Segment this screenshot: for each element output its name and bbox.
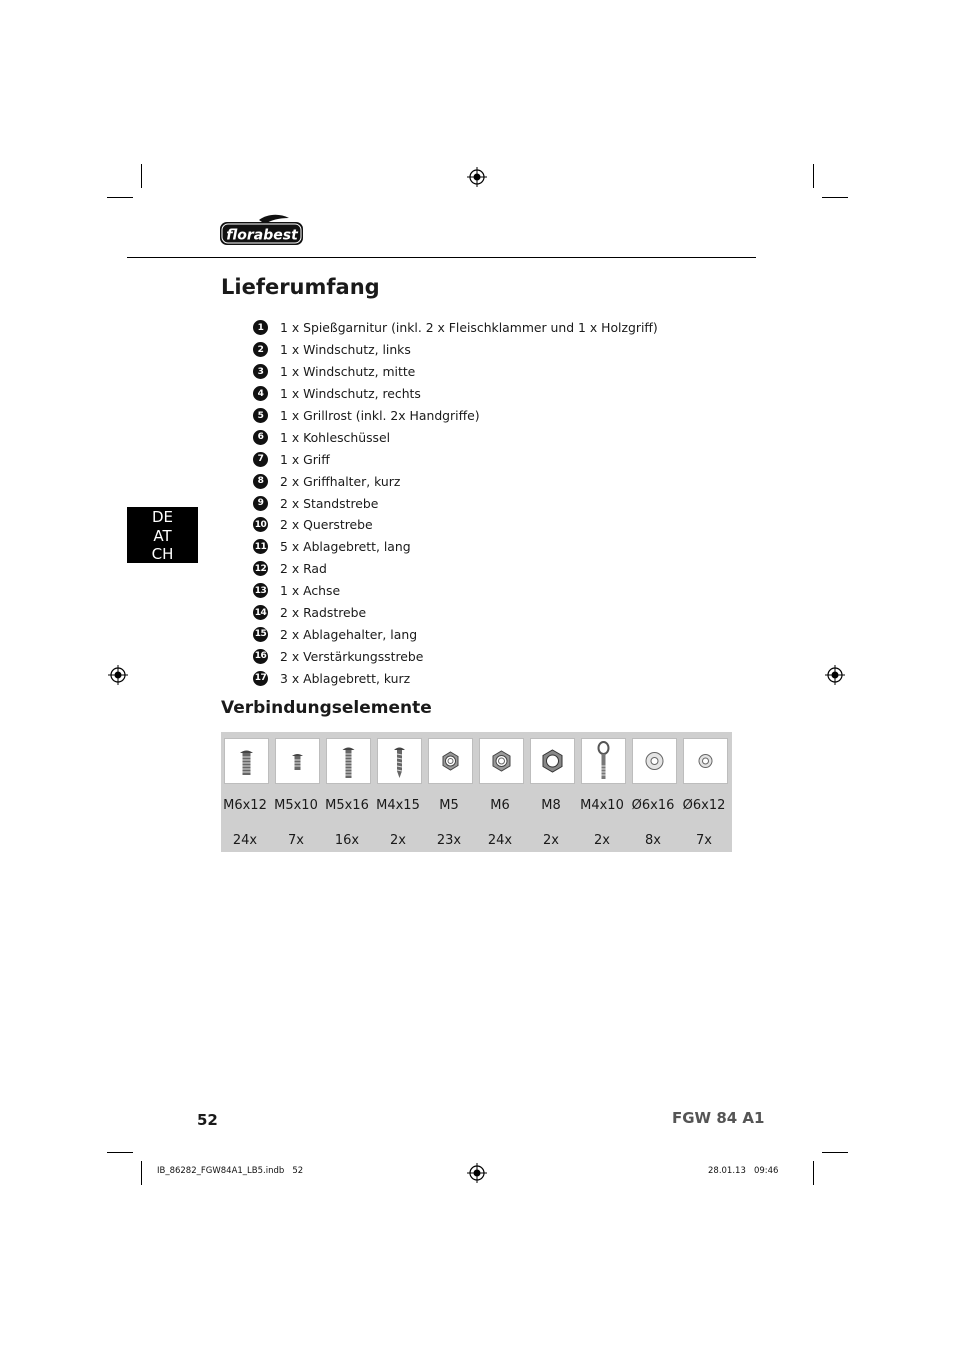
item-number-badge: 14 — [253, 605, 268, 620]
list-item — [253, 558, 658, 580]
registration-mark-icon — [825, 665, 845, 685]
hardware-size: M8 — [541, 798, 561, 813]
list-item — [253, 536, 658, 558]
item-text: 2 x Rad — [280, 561, 327, 577]
item-number-badge: 11 — [253, 539, 268, 554]
item-number-badge: 3 — [253, 364, 268, 379]
model-number: FGW 84 A1 — [672, 1109, 765, 1127]
hardware-image — [683, 738, 728, 784]
lock-nut-icon — [429, 739, 472, 783]
crop-mark — [813, 1161, 814, 1185]
section-title: Verbindungselemente — [221, 698, 432, 718]
list-item — [253, 405, 658, 427]
print-date: 28.01.13 09:46 — [708, 1166, 779, 1176]
item-text: 1 x Windschutz, mitte — [280, 364, 416, 380]
item-number-badge: 12 — [253, 561, 268, 576]
item-number-badge: 17 — [253, 671, 268, 686]
language-at: AT — [153, 526, 172, 545]
item-text: 3 x Ablagebrett, kurz — [280, 670, 411, 686]
hardware-quantity: 2x — [390, 833, 406, 848]
item-number-badge: 8 — [253, 474, 268, 489]
eye-bolt-icon — [582, 739, 625, 783]
crop-mark — [141, 164, 142, 188]
item-text: 2 x Verstärkungsstrebe — [280, 648, 424, 664]
hardware-image — [479, 738, 524, 784]
list-item — [253, 580, 658, 602]
page-title: Lieferumfang — [221, 275, 380, 299]
crop-mark — [813, 164, 814, 188]
washer-icon — [684, 739, 727, 783]
screw-icon — [225, 739, 268, 783]
header-rule — [127, 257, 756, 258]
item-number-badge: 5 — [253, 408, 268, 423]
hardware-image — [326, 738, 371, 784]
hardware-column — [629, 732, 677, 852]
hardware-column — [323, 732, 371, 852]
item-number-badge: 1 — [253, 320, 268, 335]
lock-nut-icon — [480, 739, 523, 783]
hardware-size: M6x12 — [223, 798, 267, 813]
crop-mark — [822, 197, 848, 198]
item-number-badge: 2 — [253, 342, 268, 357]
hardware-image — [632, 738, 677, 784]
list-item — [253, 514, 658, 536]
hardware-column — [578, 732, 626, 852]
language-de: DE — [151, 508, 174, 526]
item-text: 2 x Standstrebe — [280, 495, 379, 511]
item-text: 1 x Spießgarnitur (inkl. 2 x Fleischklammer und 1 x Holzgriff) — [280, 320, 658, 336]
item-text: 2 x Ablagehalter, lang — [280, 626, 418, 642]
hardware-quantity: 24x — [232, 833, 258, 848]
washer-icon — [633, 739, 676, 783]
hardware-quantity: 16x — [334, 833, 360, 848]
screw-icon — [276, 739, 319, 783]
hardware-column — [476, 732, 524, 852]
item-number-badge: 7 — [253, 452, 268, 467]
hardware-column — [272, 732, 320, 852]
item-text: 2 x Querstrebe — [280, 517, 373, 533]
hardware-column — [527, 732, 575, 852]
list-item — [253, 383, 658, 405]
hardware-image — [428, 738, 473, 784]
item-number-badge: 4 — [253, 386, 268, 401]
hardware-image — [224, 738, 269, 784]
hardware-column — [221, 732, 269, 852]
item-number-badge: 9 — [253, 496, 268, 511]
florabest-logo — [219, 214, 305, 248]
hardware-size: M4x10 — [580, 798, 624, 813]
list-item — [253, 426, 658, 448]
list-item — [253, 667, 658, 689]
item-number-badge: 6 — [253, 430, 268, 445]
language-ch: CH — [151, 545, 174, 563]
hardware-column — [374, 732, 422, 852]
hardware-size: M4x15 — [376, 798, 420, 813]
list-item — [253, 602, 658, 624]
crop-mark — [141, 1161, 142, 1185]
registration-mark-icon — [467, 167, 487, 187]
item-text: 1 x Grillrost (inkl. 2x Handgriffe) — [280, 408, 480, 423]
wood-screw-icon — [378, 739, 421, 783]
hardware-quantity: 24x — [487, 833, 513, 848]
hardware-quantity: 2x — [594, 833, 610, 848]
list-item — [253, 470, 658, 492]
hardware-quantity: 7x — [288, 833, 304, 848]
item-text: 2 x Radstrebe — [280, 605, 367, 621]
registration-mark-icon — [467, 1163, 487, 1183]
list-item — [253, 339, 658, 361]
hardware-column — [680, 732, 728, 852]
list-item — [253, 361, 658, 383]
registration-mark-icon — [108, 665, 128, 685]
page-number: 52 — [197, 1111, 218, 1129]
item-text: 1 x Achse — [280, 583, 341, 599]
item-text: 1 x Windschutz, rechts — [280, 386, 421, 402]
item-number-badge: 13 — [253, 583, 268, 598]
hardware-size: M6 — [490, 798, 510, 813]
list-item — [253, 317, 658, 339]
hardware-quantity: 2x — [543, 833, 559, 848]
item-number-badge: 15 — [253, 627, 268, 642]
hardware-image — [530, 738, 575, 784]
item-text: 2 x Griffhalter, kurz — [280, 473, 401, 489]
hardware-size: Ø6x12 — [682, 798, 726, 813]
hardware-image — [377, 738, 422, 784]
hardware-size: Ø6x16 — [631, 798, 675, 813]
hardware-size: M5x16 — [325, 798, 369, 813]
list-item — [253, 492, 658, 514]
item-number-badge: 10 — [253, 517, 268, 532]
hex-nut-icon — [531, 739, 574, 783]
hardware-image — [275, 738, 320, 784]
item-text: 1 x Windschutz, links — [280, 342, 411, 358]
item-number-badge: 16 — [253, 649, 268, 664]
item-text: 5 x Ablagebrett, lang — [280, 539, 411, 555]
hardware-quantity: 23x — [436, 833, 462, 848]
item-text: 1 x Griff — [280, 451, 330, 467]
language-tab — [127, 507, 198, 563]
hardware-column — [425, 732, 473, 852]
hardware-size: M5 — [439, 798, 459, 813]
hardware-size: M5x10 — [274, 798, 318, 813]
list-item — [253, 448, 658, 470]
crop-mark — [107, 1152, 133, 1153]
item-text: 1 x Kohleschüssel — [280, 429, 391, 445]
hardware-table — [221, 732, 732, 852]
list-item — [253, 623, 658, 645]
crop-mark — [107, 197, 133, 198]
crop-mark — [822, 1152, 848, 1153]
screw-icon — [327, 739, 370, 783]
list-item — [253, 645, 658, 667]
print-file-info: IB_86282_FGW84A1_LB5.indb 52 — [157, 1166, 304, 1176]
svg-text:florabest: florabest — [226, 227, 298, 244]
hardware-image — [581, 738, 626, 784]
parts-list — [253, 317, 658, 689]
hardware-quantity: 8x — [645, 833, 661, 848]
hardware-quantity: 7x — [696, 833, 712, 848]
